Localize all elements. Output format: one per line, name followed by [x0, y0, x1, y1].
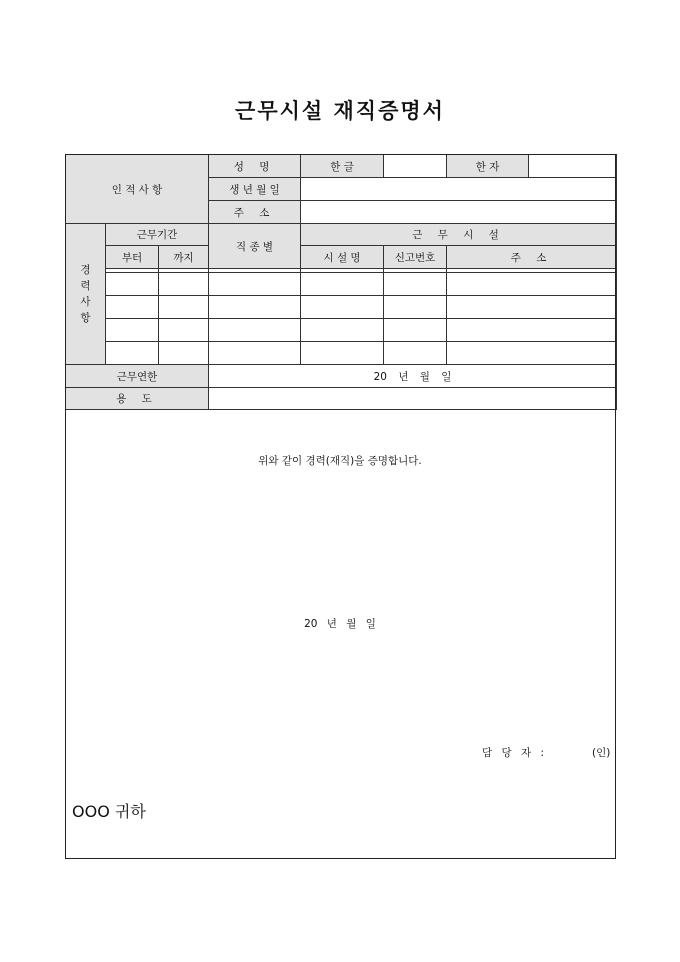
- career-section-label: 경 력 사 항: [66, 224, 106, 365]
- purpose-label: 용 도: [66, 388, 209, 410]
- recipient: OOO 귀하: [72, 802, 146, 821]
- seal-label: (인): [592, 747, 611, 759]
- document-title: 근무시설 재직증명서: [235, 99, 445, 123]
- name-label: 성 명: [209, 155, 301, 178]
- tenure-value[interactable]: 20 년 월 일: [209, 365, 617, 388]
- work-facility-label: 근 무 시 설: [301, 224, 617, 246]
- tenure-label: 근무연한: [66, 365, 209, 388]
- address-label: 주 소: [209, 201, 301, 224]
- job-type-label: 직 종 별: [209, 224, 301, 269]
- certification-statement: 위와 같이 경력(재직)을 증명합니다.: [258, 455, 422, 467]
- birth-date-label: 생 년 월 일: [209, 178, 301, 201]
- facility-name-label: 시 설 명: [301, 246, 384, 269]
- period-from-label: 부터: [106, 246, 159, 269]
- hanja-name-label: 한 자: [447, 155, 529, 178]
- report-number-label: 신고번호: [384, 246, 447, 269]
- issue-date: 20 년 월 일: [304, 618, 376, 630]
- personal-section-label: 인 적 사 항: [66, 155, 209, 224]
- facility-address-label: 주 소: [447, 246, 617, 269]
- korean-name-label: 한 글: [301, 155, 384, 178]
- work-period-label: 근무기간: [106, 224, 209, 246]
- period-to-label: 까지: [159, 246, 209, 269]
- officer-label: 담 당 자 :: [482, 747, 547, 759]
